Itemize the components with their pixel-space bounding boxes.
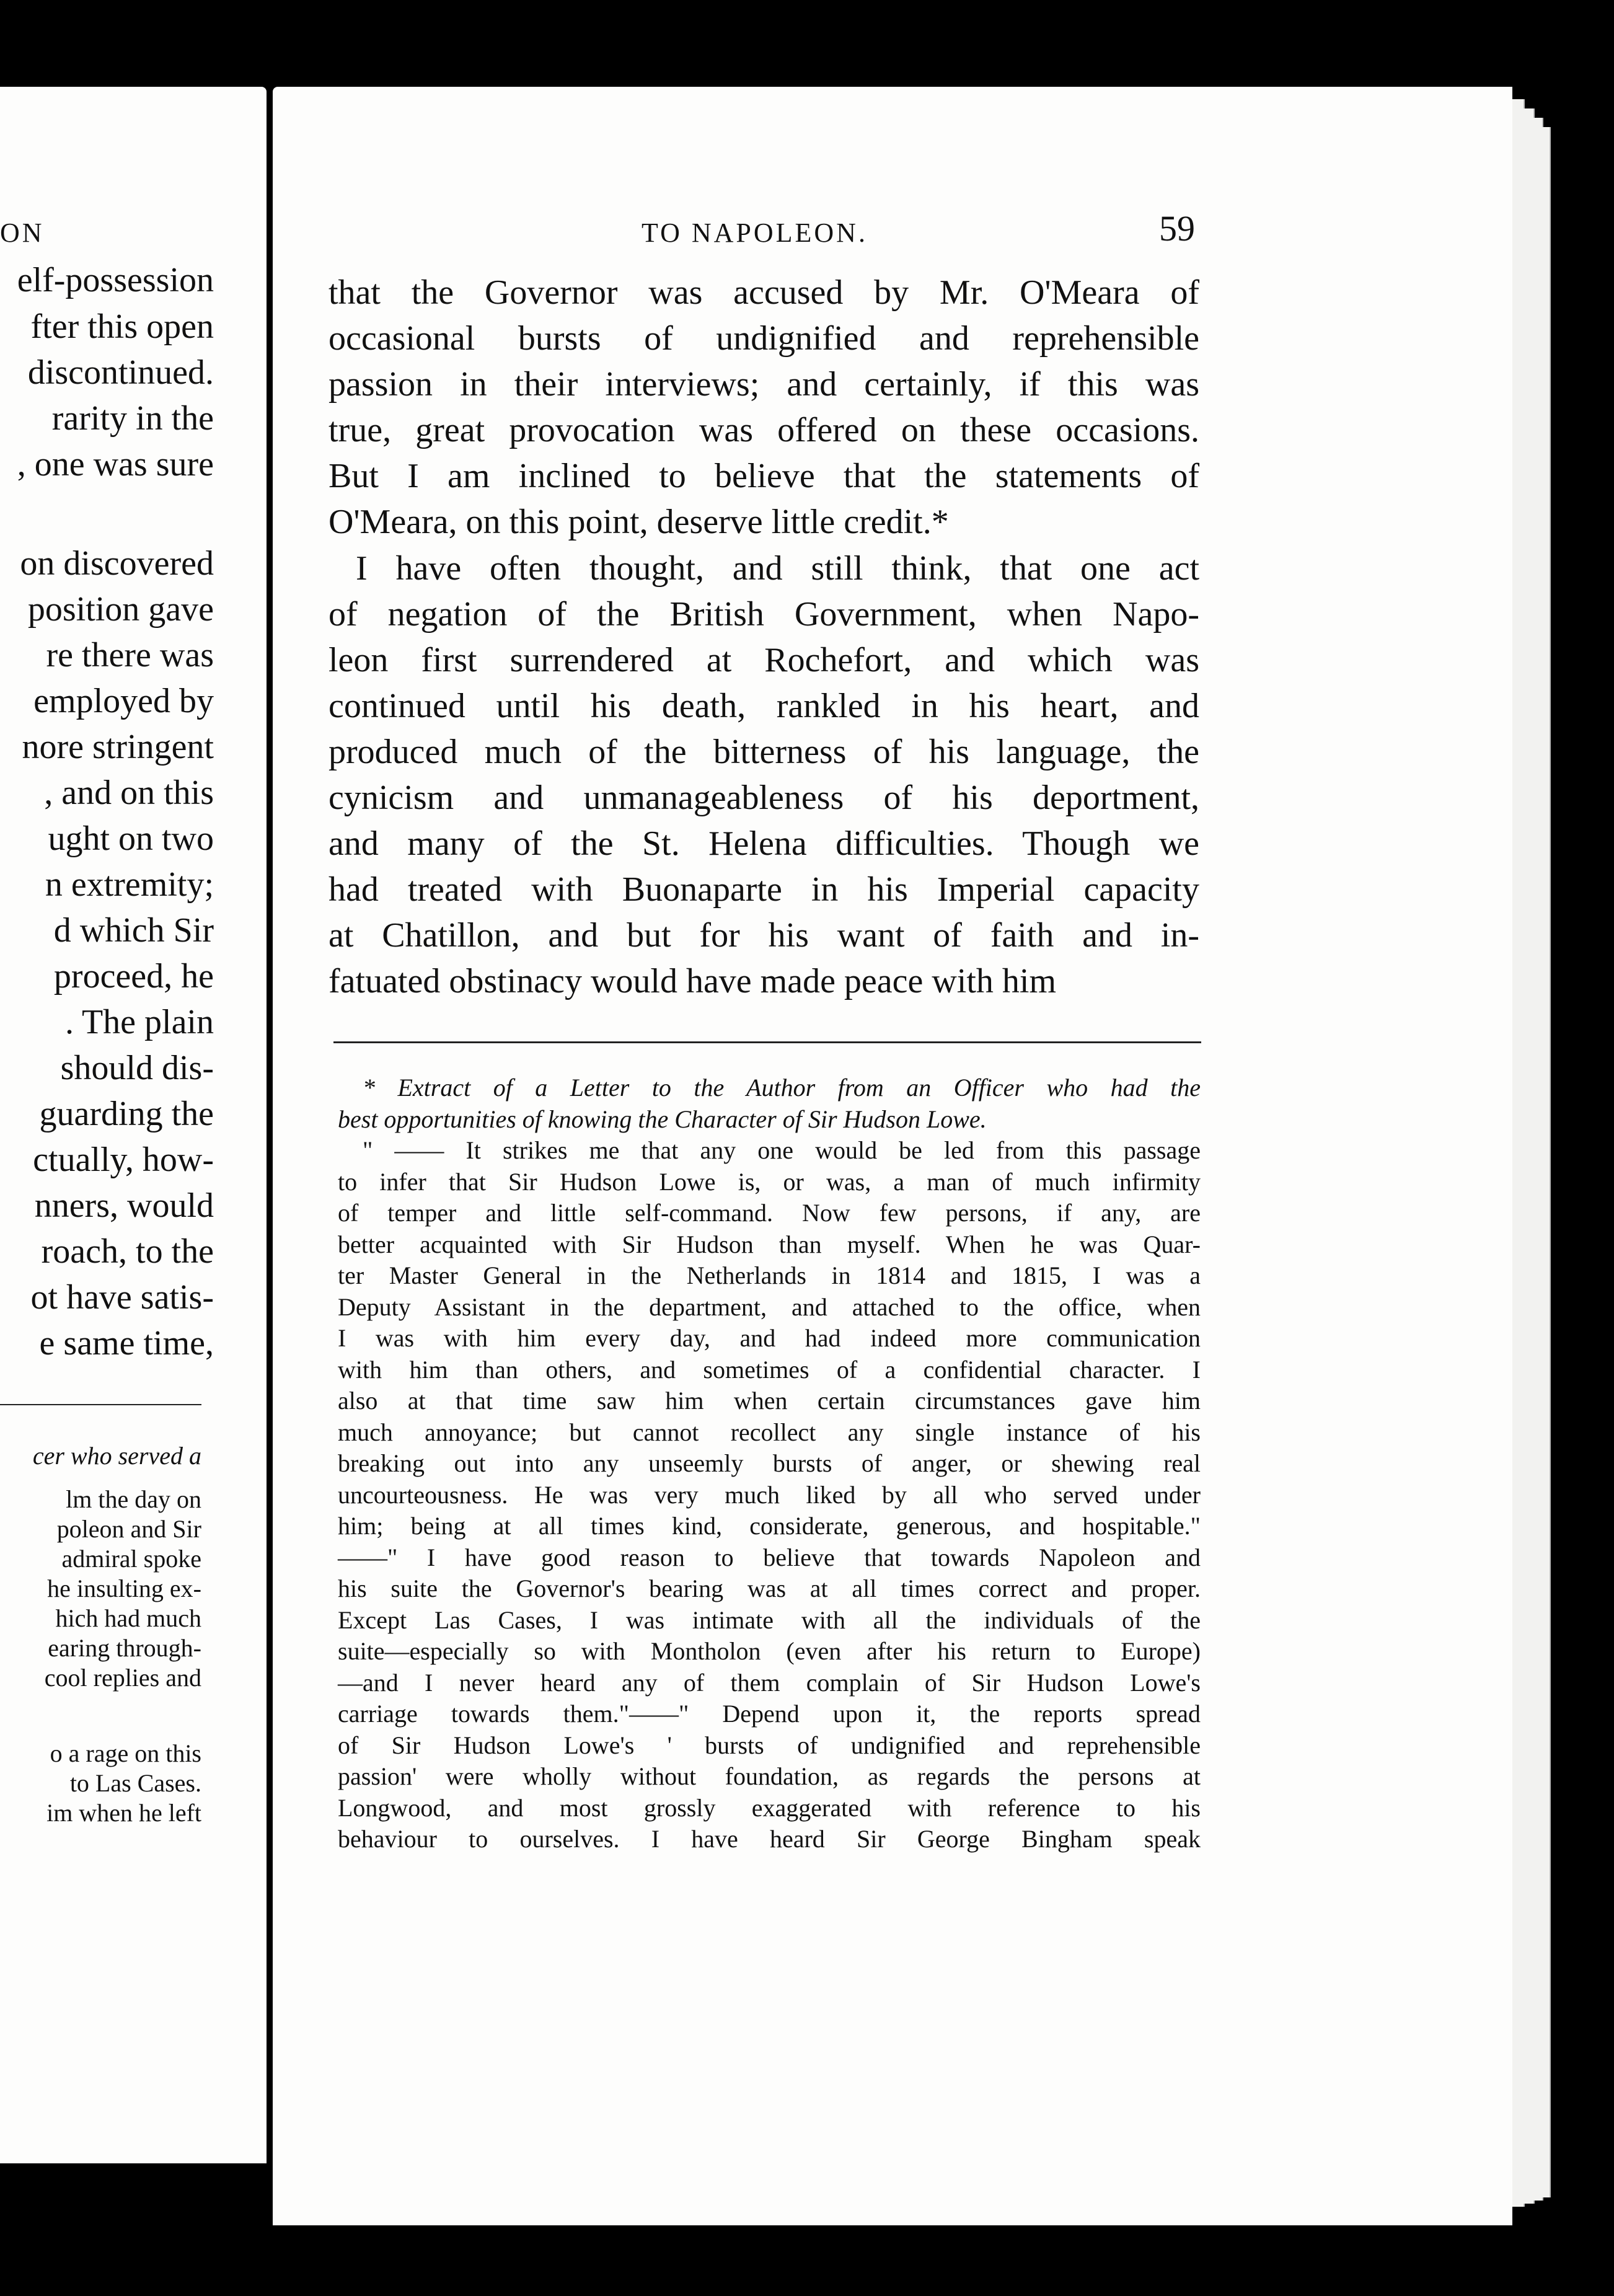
text-line: he insulting ex- <box>47 1574 201 1602</box>
text-line: ——" I have good reason to believe that towards Napoleon and <box>338 1543 1201 1571</box>
left-page <box>0 87 267 2163</box>
text-line: roach, to the <box>41 1232 214 1271</box>
right-running-head: TO NAPOLEON. <box>642 218 868 248</box>
text-line: , one was sure <box>17 445 214 483</box>
text-line: discontinued. <box>27 353 214 392</box>
text-line: , and on this <box>44 774 214 812</box>
page-edge <box>1542 127 1551 2197</box>
text-line: admiral spoke <box>61 1545 201 1573</box>
text-line: I was with him every day, and had indeed more communication <box>338 1324 1201 1352</box>
text-line: ter Master General in the Netherlands in 1814 and 1815, I was a <box>338 1261 1201 1289</box>
text-line: with him than others, and sometimes of a confidential character. I <box>338 1355 1201 1384</box>
text-line: n extremity; <box>45 865 214 904</box>
text-line: Longwood, and most grossly exaggerated with reference to his <box>338 1793 1201 1822</box>
text-line: proceed, he <box>53 957 214 996</box>
text-line: hich had much <box>55 1604 201 1632</box>
text-line: nners, would <box>34 1186 214 1225</box>
text-line: and many of the St. Helena difficulties. Though we <box>329 824 1199 863</box>
text-line: nore stringent <box>22 728 214 766</box>
text-line: should dis- <box>60 1049 214 1087</box>
text-line: of Sir Hudson Lowe's ' bursts of undignified and reprehensible <box>338 1731 1201 1759</box>
text-line: But I am inclined to believe that the statements of <box>329 457 1199 495</box>
text-line: poleon and Sir <box>56 1515 201 1543</box>
text-line: . The plain <box>64 1003 214 1041</box>
text-line: on discovered <box>20 544 214 583</box>
text-line: e same time, <box>39 1324 214 1362</box>
text-line: earing through- <box>48 1634 201 1662</box>
text-line: guarding the <box>39 1095 214 1133</box>
text-line: im when he left <box>46 1799 201 1827</box>
text-line: had treated with Buonaparte in his Imperial capacity <box>329 870 1199 909</box>
text-line: passion' were wholly without foundation, as regards the persons at <box>338 1762 1201 1790</box>
text-line: I have often thought, and still think, that one act <box>356 549 1199 588</box>
text-line: fatuated obstinacy would have made peace with him <box>329 962 1057 1000</box>
text-line: fter this open <box>30 307 214 346</box>
text-line: to infer that Sir Hudson Lowe is, or was, a man of much infirmity <box>338 1167 1201 1196</box>
text-line: lm the day on <box>66 1485 201 1513</box>
text-line: him; being at all times kind, considerate, generous, and hospitable." <box>338 1512 1201 1540</box>
text-line: to Las Cases. <box>69 1769 201 1797</box>
text-line: ot have satis- <box>30 1278 214 1317</box>
text-line: re there was <box>46 636 214 674</box>
text-line: continued until his death, rankled in his heart, and <box>329 687 1199 725</box>
text-line: " —— It strikes me that any one would be led from this passage <box>363 1136 1201 1164</box>
text-line: at Chatillon, and but for his want of faith and in- <box>329 916 1199 955</box>
text-line: position gave <box>27 590 214 629</box>
text-line: produced much of the bitterness of his language, the <box>329 733 1199 771</box>
footnote-rule <box>333 1041 1201 1043</box>
text-line: also at that time saw him when certain circumstances gave him <box>338 1387 1201 1415</box>
left-footnote-head: cer who served a <box>32 1442 201 1470</box>
text-line: suite—especially so with Montholon (even after his return to Europe) <box>338 1637 1201 1665</box>
text-line: that the Governor was accused by Mr. O'Meara of <box>329 273 1199 312</box>
text-line: uncourteousness. He was very much liked by all who served under <box>338 1480 1201 1509</box>
text-line: breaking out into any unseemly bursts of anger, or shewing real <box>338 1449 1201 1477</box>
page-edge <box>1512 99 1525 2207</box>
text-line: much annoyance; but cannot recollect any single instance of his <box>338 1418 1201 1446</box>
text-line: of negation of the British Government, when Napo- <box>329 595 1199 634</box>
text-line: * Extract of a Letter to the Author from an Officer who had the <box>363 1074 1201 1102</box>
text-line: passion in their interviews; and certainly, if this was <box>329 365 1199 404</box>
text-line: ctually, how- <box>33 1141 214 1179</box>
text-line: cynicism and unmanageableness of his deportment, <box>329 779 1199 817</box>
text-line: rarity in the <box>51 399 214 438</box>
text-line: of temper and little self-command. Now few persons, if any, are <box>338 1199 1201 1227</box>
text-line: better acquainted with Sir Hudson than myself. When he was Quar- <box>338 1230 1201 1258</box>
text-line: d which Sir <box>53 911 214 950</box>
text-line: carriage towards them."——" Depend upon it, the reports spread <box>338 1700 1201 1728</box>
text-line: cool replies and <box>44 1664 201 1692</box>
text-line: behaviour to ourselves. I have heard Sir George Bingham speak <box>338 1825 1201 1853</box>
page-number: 59 <box>1159 208 1195 249</box>
text-line: true, great provocation was offered on these occasions. <box>329 411 1199 449</box>
left-footnote-rule <box>0 1404 201 1405</box>
text-line: O'Meara, on this point, deserve little credit.* <box>329 503 949 541</box>
text-line: employed by <box>33 682 214 720</box>
text-line: —and I never heard any of them complain of Sir Hudson Lowe's <box>338 1668 1201 1697</box>
text-line: elf-possession <box>17 261 214 299</box>
text-line: best opportunities of knowing the Character of Sir Hudson Lowe. <box>338 1105 987 1133</box>
text-line: occasional bursts of undignified and reprehensible <box>329 319 1199 358</box>
text-line: ught on two <box>48 819 214 858</box>
text-line: o a rage on this <box>50 1739 201 1767</box>
text-line: Deputy Assistant in the department, and attached to the office, when <box>338 1292 1201 1321</box>
text-line: Except Las Cases, I was intimate with all the individuals of the <box>338 1605 1201 1634</box>
text-line: his suite the Governor's bearing was at all times correct and proper. <box>338 1574 1201 1602</box>
text-line: leon first surrendered at Rochefort, and which was <box>329 641 1199 679</box>
left-running-head: ON <box>0 218 45 248</box>
